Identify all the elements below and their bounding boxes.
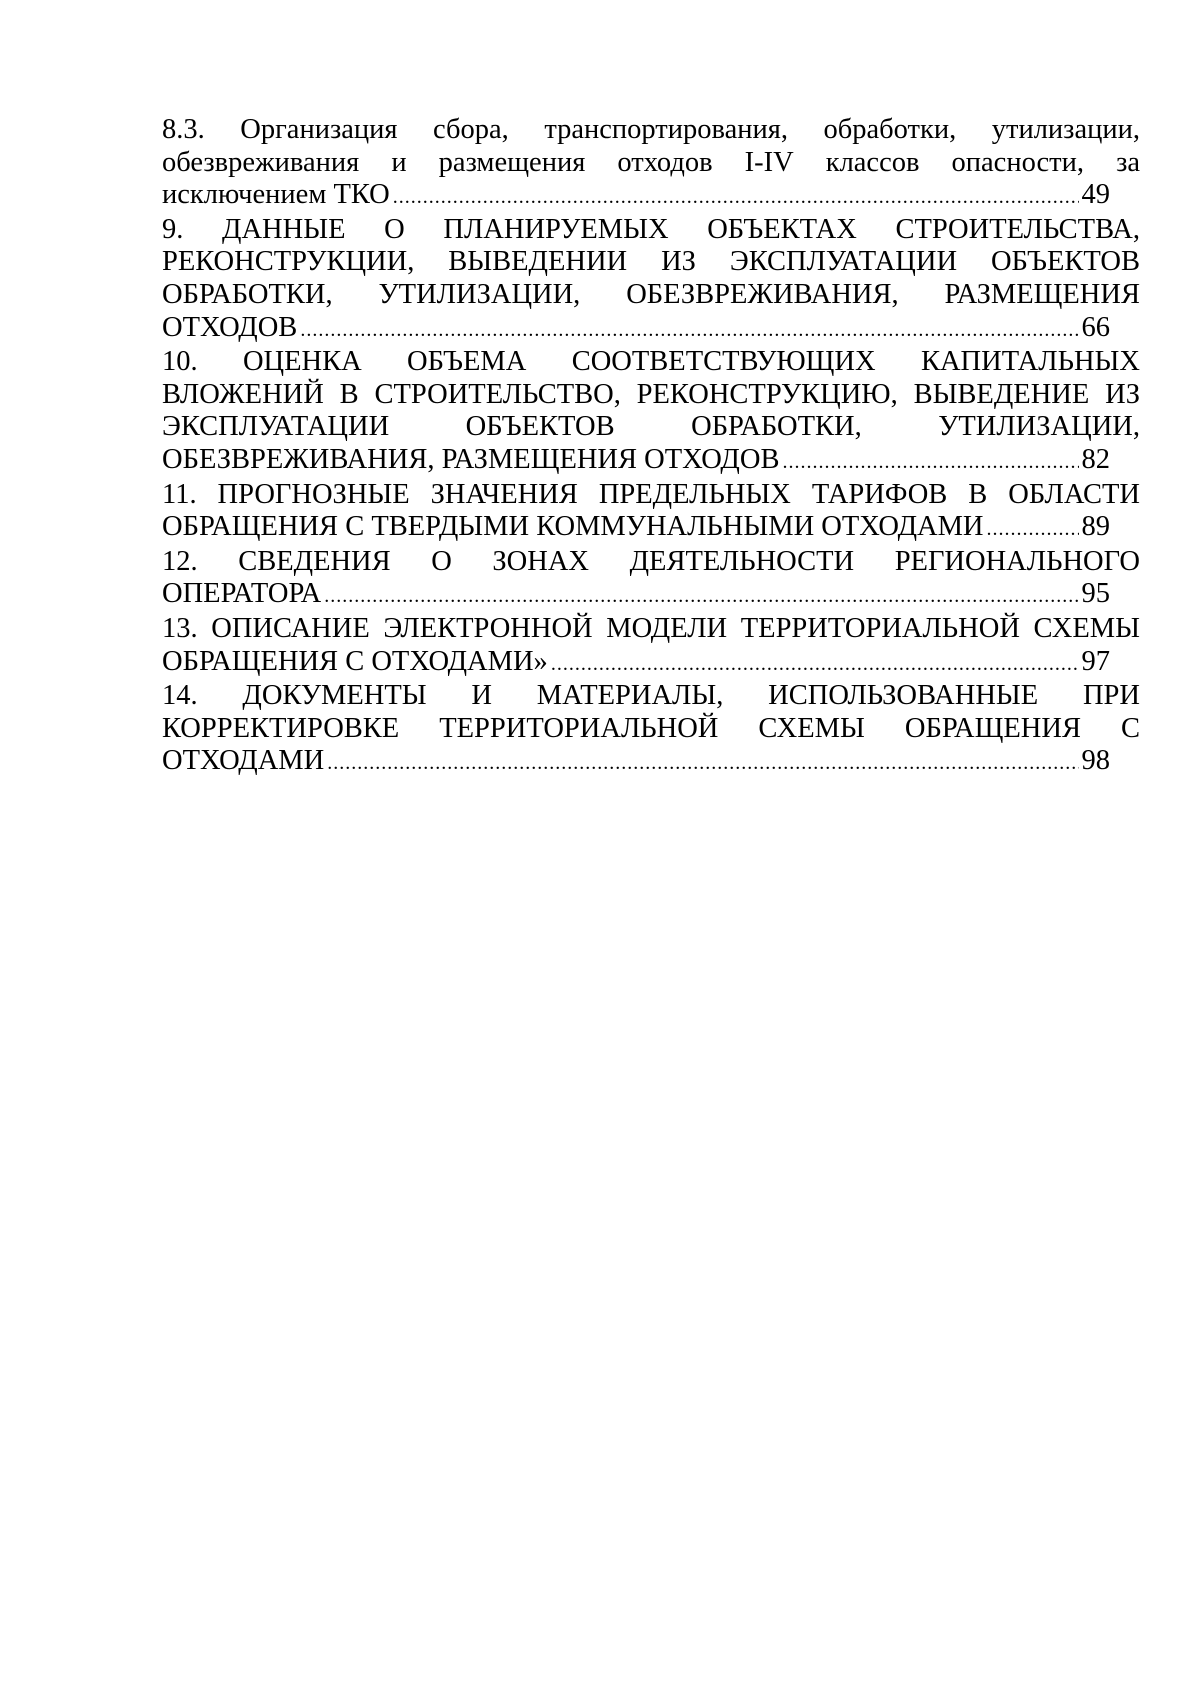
toc-entry[interactable] bbox=[162, 546, 1140, 613]
toc-word: ОБЪЕКТОВ bbox=[990, 246, 1140, 278]
toc-entry-last-line bbox=[162, 646, 1110, 681]
toc-word: ОБЕЗВРЕЖИВАНИЯ, bbox=[626, 278, 899, 310]
toc-entry-line bbox=[162, 147, 1140, 180]
toc-word: транспортирования, bbox=[544, 114, 788, 145]
toc-entry-line bbox=[162, 680, 1140, 713]
toc-word: ИЗ bbox=[661, 246, 696, 278]
toc-word: ПЛАНИРУЕМЫХ bbox=[443, 213, 669, 245]
toc-word: И bbox=[471, 680, 493, 712]
toc-word: сбора, bbox=[433, 114, 509, 145]
toc-word: СТРОИТЕЛЬСТВО, bbox=[374, 378, 621, 410]
toc-word: О bbox=[384, 213, 405, 245]
toc-word: классов bbox=[825, 146, 920, 178]
toc-word: ОПИСАНИЕ bbox=[211, 612, 370, 644]
toc-word: ДАННЫЕ bbox=[222, 213, 346, 245]
toc-word: ЭКСПЛУАТАЦИИ bbox=[729, 246, 958, 278]
toc-word: ТЕРРИТОРИАЛЬНОЙ bbox=[740, 612, 1020, 644]
toc-word: ОБЪЕМА bbox=[407, 346, 527, 378]
toc-word: УТИЛИЗАЦИИ, bbox=[938, 411, 1140, 443]
toc-word: ЗНАЧЕНИЯ bbox=[430, 478, 578, 510]
toc-page-number[interactable]: 89 bbox=[1081, 511, 1110, 543]
toc-word: СХЕМЫ bbox=[758, 712, 865, 744]
toc-page-number[interactable]: 66 bbox=[1081, 311, 1110, 343]
toc-entry[interactable] bbox=[162, 613, 1140, 680]
toc-entry-last-line bbox=[162, 578, 1110, 613]
toc-word: МАТЕРИАЛЫ, bbox=[536, 680, 724, 712]
toc-word: ВЫВЕДЕНИИ bbox=[448, 246, 628, 278]
toc-word: ПРОГНОЗНЫЕ bbox=[217, 478, 410, 510]
toc-word: РЕГИОНАЛЬНОГО bbox=[894, 545, 1140, 577]
toc-entry-line bbox=[162, 346, 1140, 379]
toc-entry-line bbox=[162, 114, 1140, 147]
toc-word: ОБЛАСТИ bbox=[1008, 478, 1140, 510]
toc-word: ЭЛЕКТРОННОЙ bbox=[383, 612, 593, 644]
dot-leader bbox=[300, 314, 1078, 347]
toc-entry-line bbox=[162, 613, 1140, 646]
toc-word: 12. bbox=[162, 545, 198, 577]
dot-leader bbox=[987, 513, 1079, 546]
toc-word: МОДЕЛИ bbox=[606, 612, 728, 644]
toc-word: обработки, bbox=[823, 114, 957, 145]
toc-word: и bbox=[391, 146, 407, 178]
toc-word: 11. bbox=[162, 478, 197, 510]
toc-word: В bbox=[968, 478, 988, 510]
toc-word: размещения bbox=[438, 146, 586, 178]
toc-entry-title-end: ОТХОДОВ bbox=[162, 311, 298, 343]
table-of-contents bbox=[162, 114, 1140, 780]
toc-word: О bbox=[431, 545, 452, 577]
toc-word: ПРИ bbox=[1082, 680, 1140, 712]
toc-word: ЗОНАХ bbox=[492, 545, 590, 577]
toc-word: РЕКОНСТРУКЦИИ, bbox=[162, 246, 415, 278]
toc-word: СТРОИТЕЛЬСТВА, bbox=[895, 213, 1140, 245]
toc-word: ОБРАЩЕНИЯ bbox=[904, 712, 1081, 744]
toc-word: ЭКСПЛУАТАЦИИ bbox=[162, 411, 390, 443]
toc-word: ПРЕДЕЛЬНЫХ bbox=[598, 478, 791, 510]
dot-leader bbox=[551, 648, 1079, 681]
toc-word: РАЗМЕЩЕНИЯ bbox=[944, 278, 1140, 310]
toc-entry[interactable] bbox=[162, 680, 1140, 780]
toc-word: ОБРАБОТКИ, bbox=[691, 411, 862, 443]
toc-entry-title-end: ОТХОДАМИ bbox=[162, 745, 325, 777]
toc-word: В bbox=[339, 378, 359, 410]
toc-word: ВЫВЕДЕНИЕ bbox=[913, 378, 1090, 410]
toc-entry-last-line bbox=[162, 179, 1110, 214]
toc-entry-line bbox=[162, 479, 1140, 512]
toc-word: 14. bbox=[162, 680, 198, 712]
toc-word: СВЕДЕНИЯ bbox=[238, 545, 391, 577]
toc-word: 13. bbox=[162, 612, 198, 644]
toc-word: СХЕМЫ bbox=[1033, 612, 1140, 644]
toc-entry-last-line bbox=[162, 312, 1110, 347]
toc-entry[interactable] bbox=[162, 479, 1140, 546]
toc-word: отходов bbox=[617, 146, 713, 178]
toc-entry-line bbox=[162, 246, 1140, 279]
toc-entry-title-end: ОБРАЩЕНИЯ С ОТХОДАМИ» bbox=[162, 645, 548, 677]
toc-entry-line bbox=[162, 411, 1140, 444]
toc-entry-line bbox=[162, 214, 1140, 247]
toc-entry-title-end: исключением ТКО bbox=[162, 179, 390, 211]
toc-entry[interactable] bbox=[162, 114, 1140, 214]
toc-page-number[interactable]: 82 bbox=[1081, 443, 1110, 475]
toc-entry[interactable] bbox=[162, 214, 1140, 346]
toc-word: УТИЛИЗАЦИИ, bbox=[378, 278, 581, 310]
toc-entry-title-end: ОБЕЗВРЕЖИВАНИЯ, РАЗМЕЩЕНИЯ ОТХОДОВ bbox=[162, 443, 780, 475]
toc-word: за bbox=[1116, 146, 1140, 178]
toc-page-number[interactable]: 97 bbox=[1081, 645, 1110, 677]
toc-word: ДЕЯТЕЛЬНОСТИ bbox=[629, 545, 855, 577]
toc-entry-line bbox=[162, 379, 1140, 412]
toc-page-number[interactable]: 95 bbox=[1081, 578, 1110, 610]
toc-word: Организация bbox=[240, 114, 398, 145]
toc-word: ИЗ bbox=[1105, 378, 1140, 410]
toc-entry-line bbox=[162, 546, 1140, 579]
toc-word: 8.3. bbox=[162, 114, 205, 145]
dot-leader bbox=[324, 580, 1078, 613]
toc-word: ТЕРРИТОРИАЛЬНОЙ bbox=[439, 712, 719, 744]
toc-entry-last-line bbox=[162, 511, 1110, 546]
toc-entry-line bbox=[162, 279, 1140, 312]
toc-word: утилизации, bbox=[991, 114, 1140, 145]
toc-word: 9. bbox=[162, 213, 184, 245]
dot-leader bbox=[782, 446, 1078, 479]
toc-entry-title-end: ОБРАЩЕНИЯ С ТВЕРДЫМИ КОММУНАЛЬНЫМИ ОТХОДАМИ bbox=[162, 511, 984, 543]
toc-word: 10. bbox=[162, 346, 198, 378]
toc-word: ОБЪЕКТАХ bbox=[707, 213, 857, 245]
toc-word: КАПИТАЛЬНЫХ bbox=[920, 346, 1140, 378]
toc-entry-line bbox=[162, 713, 1140, 746]
toc-word: ОБРАБОТКИ, bbox=[162, 278, 333, 310]
toc-word: КОРРЕКТИРОВКЕ bbox=[162, 712, 400, 744]
toc-word: ИСПОЛЬЗОВАННЫЕ bbox=[768, 680, 1039, 712]
toc-word: ОЦЕНКА bbox=[242, 346, 362, 378]
toc-entry-title-end: ОПЕРАТОРА bbox=[162, 578, 322, 610]
toc-word: опасности, bbox=[951, 146, 1085, 178]
toc-word: ОБЪЕКТОВ bbox=[465, 411, 615, 443]
toc-word: I-IV bbox=[744, 146, 794, 178]
toc-word: ДОКУМЕНТЫ bbox=[242, 680, 427, 712]
dot-leader bbox=[393, 181, 1079, 214]
toc-word: С bbox=[1120, 712, 1140, 744]
toc-word: ВЛОЖЕНИЙ bbox=[162, 378, 324, 410]
dot-leader bbox=[327, 747, 1078, 780]
toc-page-number[interactable]: 49 bbox=[1081, 179, 1110, 211]
toc-word: СООТВЕТСТВУЮЩИХ bbox=[571, 346, 876, 378]
toc-word: обезвреживания bbox=[162, 146, 360, 178]
toc-page-number[interactable]: 98 bbox=[1081, 745, 1110, 777]
toc-entry-last-line bbox=[162, 444, 1110, 479]
toc-word: РЕКОНСТРУКЦИЮ, bbox=[636, 378, 898, 410]
toc-word: ТАРИФОВ bbox=[811, 478, 948, 510]
toc-entry[interactable] bbox=[162, 346, 1140, 478]
toc-entry-last-line bbox=[162, 745, 1110, 780]
